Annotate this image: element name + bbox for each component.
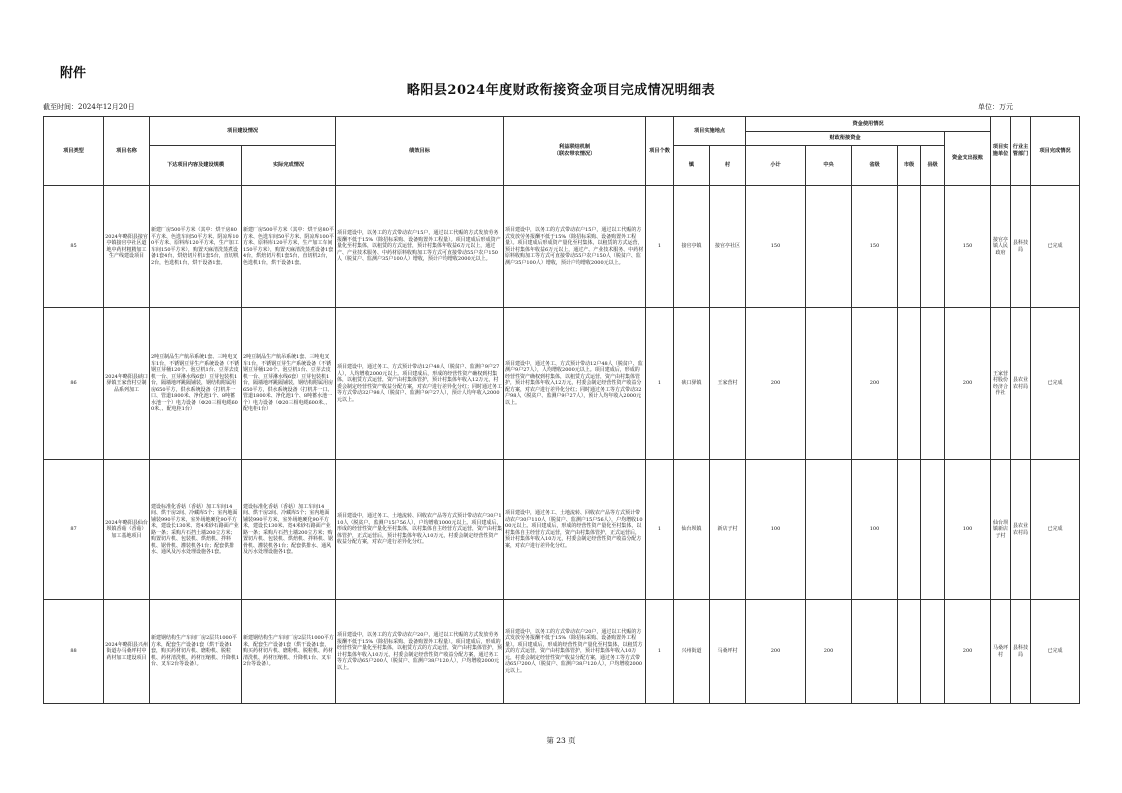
cell-city [898, 308, 921, 460]
header-construction: 项目建设情况 [150, 117, 336, 146]
cell-benefit-mechanism: 项目建设中，以务工的方式带动农户15户，通过以工代赈的方式发放劳务报酬不低于15%（除招标采购、设备购置外工程量）。项目建成后形成资产量化至村集体，以租赁的方式运营，预计村集体年收益6万元以上，通过产、产业技术服务、中药材原料收购加工等方式可直接带动55户农户150人（脱贫户、监测户35户100人）增收，预计户均增收2000元以上。 [504, 186, 646, 308]
page-title: 略阳县2024年度财政衔接资金项目完成情况明细表 [406, 83, 716, 98]
cell-industry-dept: 县农业农村局 [1011, 460, 1031, 600]
cell-county [921, 186, 945, 308]
cell-performance-goal: 项目建设中，通过务工、方式预计带动12户48人（脱贫户、监测户9户27人），人均增收2000元以上。项目建成后，形成的经营性资产确权到村集体，以租赁方式运营，资产由村集体管护，预计村集体年收入12万元，村委会制定经营性资产收益分配方案，对农户进行差异化分红；同时通过务工等方式带动32户98人（脱贫户、监测户9户27人），预计人均年收入2000元以上。 [336, 308, 504, 460]
cell-village: 接官亭社区 [710, 186, 746, 308]
cell-project-name: 2024年略阳县兴州街道办马桑坪村中药材加工建设项目 [104, 600, 150, 704]
cell-impl-unit: 仙台坝镇新店子村 [991, 460, 1011, 600]
header-benefit-mechanism [504, 117, 646, 186]
cell-row-number: 85 [44, 186, 104, 308]
cell-provincial: 150 [852, 186, 898, 308]
header-impl-unit: 项目实施单位 [991, 117, 1011, 186]
cell-village: 新店子村 [710, 460, 746, 600]
cell-industry-dept: 县科技局 [1011, 186, 1031, 308]
cell-benefit-mechanism: 项目建设中，通过务工、土地流转、回收农产品等方式预计带动农户30户110人（脱贫户、监测户15户56人），户均增收1000元以上。项目建成后，形成的经营性资产量化至村集体，以村集体自主经营方式运营，资产由村集体管护，正式运营后，预计村集体年收入10万元，村委会制定经营性资产收益分配方案，对农户进行差异化分红。 [504, 460, 646, 600]
header-fund-expenditure: 资金支出报账 [945, 132, 991, 186]
cell-industry-dept: 县农业农村局 [1011, 308, 1031, 460]
cell-impl-unit: 马桑坪村 [991, 600, 1011, 704]
cell-project-count: 1 [646, 186, 674, 308]
cell-fund-expenditure: 200 [945, 308, 991, 460]
header-city: 市级 [898, 146, 921, 186]
cell-performance-goal: 项目建设中，以务工的方式带动农户15户，通过以工代赈的方式发放劳务报酬不低于15%（除招标采购、设备购置外工程量）。项目建成后形成资产量化至村集体，以租赁的方式运营，预计村集体年收益6万元以上，通过产、产业技术服务、中药材原料收购加工等方式可直接带动55户农户150人（脱贫户、监测户35户100人）增收，预计户均增收2000元以上。 [336, 186, 504, 308]
cell-central: 200 [806, 600, 852, 704]
cell-completion-status: 已完成 [1031, 460, 1080, 600]
cell-subtotal: 150 [746, 186, 806, 308]
header-project-type: 项目类型 [44, 117, 104, 186]
table-row [44, 186, 1080, 308]
table-row [44, 308, 1080, 460]
cutoff-date: 截至时间：2024年12月20日 [43, 103, 135, 111]
header-industry-dept: 行业主管部门 [1011, 117, 1031, 186]
header-central: 中央 [806, 146, 852, 186]
cell-completion-status: 已完成 [1031, 308, 1080, 460]
cell-impl-unit: 王家营村股份经济合作社 [991, 308, 1011, 460]
cell-county [921, 600, 945, 704]
cell-provincial: 100 [852, 460, 898, 600]
cell-fund-expenditure: 200 [945, 600, 991, 704]
cell-central [806, 460, 852, 600]
cell-issued-content: 2吨豆制品生产航吊系统1套、三吨电叉车1台，不锈钢豆芽生产系统设备（不锈钢豆芽桶120个、泡豆机1台、豆芽去皮机一台、豆芽淋水线6套）豆芽包装机1台，隔墙地坪跳隔铺装，钢结构附属用房650平方，供水系统设备（打机井一口、管道1800米、净化池1个、8吨蓄水池一个）电力设备（Φ20三相电缆600米、、配电柜1台） [150, 308, 242, 460]
header-town: 镇 [674, 146, 710, 186]
cell-project-name: 2024年略阳县仙台坝镇香菇（香菇）加工基地项目 [104, 460, 150, 600]
cell-completion-status: 已完成 [1031, 600, 1080, 704]
cell-county [921, 460, 945, 600]
cell-performance-goal: 项目建设中，以务工的方式带动农户20户，通过以工代赈的方式发放劳务报酬不低于15%（除招标采购、设备购置外工程量）。项目建成后，形成的经营性资产量化至村集体，以租赁方式的方式运营，资产由村集体管护，预计村集体年收入10万元，村委会制定经营性资产收益分配方案，通过务工等方式带动65户200人（脱贫户、监测户38户120人），户均增收2000元以上。 [336, 600, 504, 704]
header-benefit-sub: （联农带农情况） [553, 151, 596, 157]
cell-project-count: 1 [646, 308, 674, 460]
header-actual-completion: 实际完成情况 [242, 146, 336, 186]
cell-fund-expenditure: 150 [945, 186, 991, 308]
cell-subtotal: 200 [746, 600, 806, 704]
cell-subtotal: 100 [746, 460, 806, 600]
cell-actual-completion: 新建钢结构生产车间厂房2层共1000平方米，配套生产设备1套（烘干设备1套，购买药材切片机、磨粉机、脱粒机、药材清洗机、药材压缩机、升降机1台、叉车2台等设备）。 [242, 600, 336, 704]
cell-project-name: 2024年略阳县接官亭镇接官亭社区道地中药材粗精加工生产线建设项目 [104, 186, 150, 308]
cell-town: 仙台坝镇 [674, 460, 710, 600]
header-village: 村 [710, 146, 746, 186]
cell-provincial: 200 [852, 308, 898, 460]
header-fiscal-fund: 财政衔接资金 [746, 132, 945, 146]
header-county: 县级 [921, 146, 945, 186]
cell-central [806, 308, 852, 460]
cell-town: 接官亭镇 [674, 186, 710, 308]
cell-central [806, 186, 852, 308]
attachment-label: 附件 [60, 66, 87, 81]
header-location: 项目实施地点 [674, 117, 746, 146]
project-table [43, 116, 1080, 704]
cell-issued-content: 建设标准化香菇（香菇）加工车间14间、烘干房2间、冷藏库5个；室内地面铺装990平方米，室外场地硬化90平方米，建设长130米、宽4米砂石路面产业路一条；采购片石挡土墙200立方米；购置切片机、包装机、烘焙机、拌料机、锯骨机、灌装机各1台；配套供排水、通风及污水处理设施各1套。 [150, 460, 242, 600]
cell-benefit-mechanism: 项目建设中，以务工的方式带动农户20户，通过以工代赈的方式发放劳务报酬不低于15%（除招标采购、设备购置外工程量）。项目建成后，形成的经营性资产量化至村集体，以租赁方式的方式运营，资产由村集体管护，预计村集体年收入10万元，村委会制定经营性资产收益分配方案，通过务工等方式带动65户200人（脱贫户、监测户38户120人），户均增收2000元以上。 [504, 600, 646, 704]
table-row [44, 600, 1080, 704]
cell-village: 王家营村 [710, 308, 746, 460]
header-issued-content: 下达项目内容及建设规模 [150, 146, 242, 186]
cell-project-count: 1 [646, 600, 674, 704]
cell-issued-content: 新建钢结构生产车间厂房2层共1000平方米，配套生产设备1套（烘干设备1套，购买药材切片机、磨粉机、脱粒机、药材清洗机、药材压缩机、升降机1台、叉车2台等设备）。 [150, 600, 242, 704]
cell-provincial [852, 600, 898, 704]
cell-city [898, 600, 921, 704]
cell-town: 兴州街道 [674, 600, 710, 704]
unit-label: 单位：万元 [978, 103, 1013, 111]
cell-fund-expenditure: 100 [945, 460, 991, 600]
header-benefit-main: 利益联结机制 [558, 144, 591, 151]
cell-town: 硖口驿镇 [674, 308, 710, 460]
header-project-count: 项目个数 [646, 117, 674, 186]
cell-city [898, 186, 921, 308]
header-fund-usage: 资金使用情况 [746, 117, 991, 132]
cell-industry-dept: 县科技局 [1011, 600, 1031, 704]
cell-actual-completion: 建设标准化香菇（香菇）加工车间14间、烘干房2间、冷藏库5个；室内地面铺装990平方米，室外场地硬化90平方米，建设长130米、宽4米砂石路面产业路一条；采购片石挡土墙200立方米；购置切片机、包装机、烘焙机、拌料机、锯骨机、灌装机各1台；配套供排水、通风及污水处理设施各1套。 [242, 460, 336, 600]
header-performance-goal: 绩效目标 [336, 117, 504, 186]
cell-project-count: 1 [646, 460, 674, 600]
cell-completion-status: 已完成 [1031, 186, 1080, 308]
cell-issued-content: 新建厂房500平方米（其中：烘干房80平方米、色选车间50平方米、阴凉库100平方米、原料库120平方米，生产加工车间150平方米），购置天麻清洗蒸煮设备1套4台，烘焙切片机1套5台，直切机2台，色选机1台，烘干设备1套。 [150, 186, 242, 308]
table-row [44, 460, 1080, 600]
cell-performance-goal: 项目建设中，通过务工、土地流转、回收农产品等方式预计带动农户30户110人（脱贫户、监测户15户56人），户均增收1000元以上。项目建成后，形成的经营性资产量化至村集体，以村集体自主经营方式运营，资产由村集体管护，正式运营后，预计村集体年收入10万元，村委会制定经营性资产收益分配方案，对农户进行差异化分红。 [336, 460, 504, 600]
cell-village: 马桑坪村 [710, 600, 746, 704]
cell-city [898, 460, 921, 600]
cell-county [921, 308, 945, 460]
page-number: 第 23 页 [546, 736, 576, 745]
cell-row-number: 86 [44, 308, 104, 460]
header-project-name: 项目名称 [104, 117, 150, 186]
cell-actual-completion: 2吨豆制品生产航吊系统1套、三吨电叉车1台，不锈钢豆芽生产系统设备（不锈钢豆芽桶120个、泡豆机1台、豆芽去皮机一台、豆芽淋水线6套）豆芽包装机1台，隔墙地坪跳隔铺装，钢结构附属用房650平方，供水系统设备（打机井一口、管道1800米、净化池1个、8吨蓄水池一个）电力设备（Φ20三相电缆600米、、配电柜1台） [242, 308, 336, 460]
cell-row-number: 88 [44, 600, 104, 704]
cell-row-number: 87 [44, 460, 104, 600]
cell-impl-unit: 接官亭镇人民政府 [991, 186, 1011, 308]
header-provincial: 省级 [852, 146, 898, 186]
header-subtotal: 小计 [746, 146, 806, 186]
cell-actual-completion: 新建厂房500平方米（其中：烘干房80平方米、色选车间50平方米、阴凉库100平方米、原料库120平方米，生产加工车间150平方米），购置天麻清洗蒸煮设备1套4台，烘焙切片机1套5台，直切机2台，色选机1台，烘干设备1套。 [242, 186, 336, 308]
cell-project-name: 2024年略阳县硖口驿镇王家营村豆制品系列加工 [104, 308, 150, 460]
cell-subtotal: 200 [746, 308, 806, 460]
cell-benefit-mechanism: 项目建设中，通过务工、方式预计带动12户48人（脱贫户、监测户9户27人），人均增收2000元以上。项目建成后，形成的经营性资产确权到村集体，以租赁方式运营，资产由村集体管护，预计村集体年收入12万元，村委会制定经营性资产收益分配方案，对农户进行差异化分红；同时通过务工等方式带动32户98人（脱贫户、监测户9户27人），预计人均年收入2000元以上。 [504, 308, 646, 460]
header-completion-status: 项目完成情况 [1031, 117, 1080, 186]
